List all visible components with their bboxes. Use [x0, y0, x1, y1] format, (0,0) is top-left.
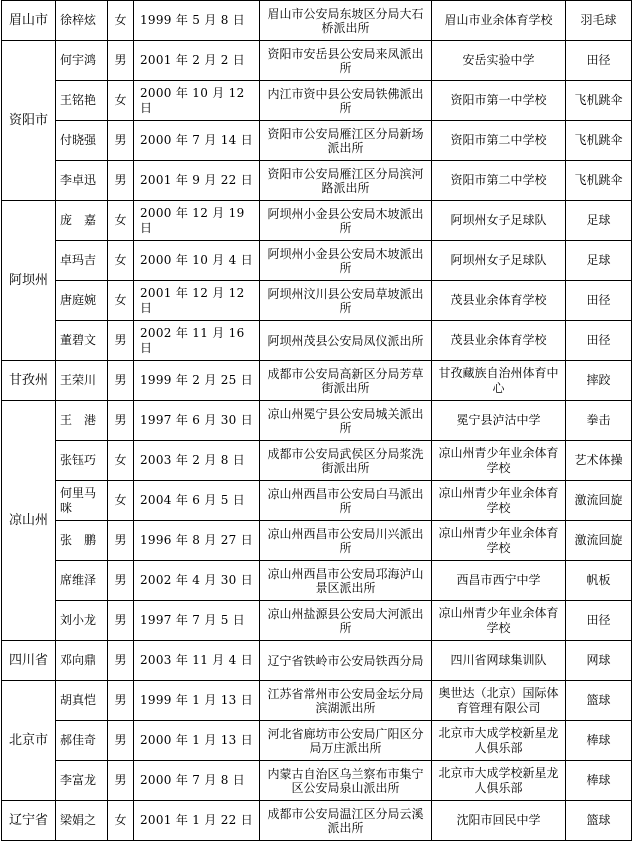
- region-cell: 甘孜州: [2, 361, 56, 401]
- name-cell: 付晓强: [56, 121, 108, 161]
- birth-date-cell: 2000 年 10 月 12 日: [134, 81, 260, 121]
- sport-cell: 飞机跳伞: [566, 121, 632, 161]
- sport-cell: 棒球: [566, 761, 632, 801]
- birth-date-cell: 2000 年 1 月 13 日: [134, 721, 260, 761]
- sport-cell: 飞机跳伞: [566, 81, 632, 121]
- athlete-table: [1, 0, 632, 841]
- gender-cell: 男: [108, 721, 134, 761]
- police-station-cell: 眉山市公安局东坡区分局大石桥派出所: [260, 1, 432, 41]
- police-station-cell: 成都市公安局温江区分局云溪派出所: [260, 801, 432, 841]
- police-station-cell: 阿坝州小金县公安局木坡派出所: [260, 201, 432, 241]
- police-station-cell: 河北省廊坊市公安局广阳区分局万庄派出所: [260, 721, 432, 761]
- school-cell: 凉山州青少年业余体育学校: [432, 601, 566, 641]
- police-station-cell: 资阳市安岳县公安局来凤派出所: [260, 41, 432, 81]
- gender-cell: 女: [108, 81, 134, 121]
- sport-cell: 激流回旋: [566, 521, 632, 561]
- name-cell: 郝佳奇: [56, 721, 108, 761]
- sport-cell: 激流回旋: [566, 481, 632, 521]
- police-station-cell: 阿坝州汶川县公安局草坡派出所: [260, 281, 432, 321]
- police-station-cell: 凉山州西昌市公安局白马派出所: [260, 481, 432, 521]
- school-cell: 资阳市第二中学校: [432, 121, 566, 161]
- table-row: [2, 481, 632, 521]
- birth-date-cell: 1999 年 2 月 25 日: [134, 361, 260, 401]
- region-cell: 北京市: [2, 681, 56, 801]
- table-row: [2, 401, 632, 441]
- birth-date-cell: 2002 年 11 月 16 日: [134, 321, 260, 361]
- gender-cell: 女: [108, 441, 134, 481]
- police-station-cell: 阿坝州小金县公安局木坡派出所: [260, 241, 432, 281]
- school-cell: 凉山州青少年业余体育学校: [432, 441, 566, 481]
- school-cell: 眉山市业余体育学校: [432, 1, 566, 41]
- school-cell: 西昌市西宁中学: [432, 561, 566, 601]
- sport-cell: 田径: [566, 601, 632, 641]
- table-row: [2, 521, 632, 561]
- gender-cell: 男: [108, 761, 134, 801]
- gender-cell: 男: [108, 641, 134, 681]
- name-cell: 王 港: [56, 401, 108, 441]
- birth-date-cell: 2000 年 10 月 4 日: [134, 241, 260, 281]
- sport-cell: 足球: [566, 241, 632, 281]
- gender-cell: 女: [108, 1, 134, 41]
- name-cell: 李卓迅: [56, 161, 108, 201]
- region-cell: 凉山州: [2, 401, 56, 641]
- name-cell: 徐梓炫: [56, 1, 108, 41]
- table-row: [2, 561, 632, 601]
- birth-date-cell: 2001 年 12 月 12 日: [134, 281, 260, 321]
- police-station-cell: 成都市公安局高新区分局芳草街派出所: [260, 361, 432, 401]
- gender-cell: 男: [108, 681, 134, 721]
- table-row: [2, 641, 632, 681]
- birth-date-cell: 1999 年 5 月 8 日: [134, 1, 260, 41]
- school-cell: 安岳实验中学: [432, 41, 566, 81]
- police-station-cell: 凉山州西昌市公安局川兴派出所: [260, 521, 432, 561]
- police-station-cell: 凉山州盐源县公安局大河派出所: [260, 601, 432, 641]
- school-cell: 资阳市第一中学校: [432, 81, 566, 121]
- name-cell: 席维泽: [56, 561, 108, 601]
- police-station-cell: 资阳市公安局雁江区分局滨河路派出所: [260, 161, 432, 201]
- region-cell: 资阳市: [2, 41, 56, 201]
- birth-date-cell: 2001 年 2 月 2 日: [134, 41, 260, 81]
- gender-cell: 女: [108, 241, 134, 281]
- birth-date-cell: 2004 年 6 月 5 日: [134, 481, 260, 521]
- gender-cell: 男: [108, 41, 134, 81]
- table-row: [2, 1, 632, 41]
- gender-cell: 男: [108, 361, 134, 401]
- sport-cell: 田径: [566, 281, 632, 321]
- table-row: [2, 761, 632, 801]
- sport-cell: 棒球: [566, 721, 632, 761]
- sport-cell: 网球: [566, 641, 632, 681]
- school-cell: 甘孜藏族自治州体育中心: [432, 361, 566, 401]
- birth-date-cell: 1999 年 1 月 13 日: [134, 681, 260, 721]
- table-row: [2, 121, 632, 161]
- table-row: [2, 441, 632, 481]
- table-row: [2, 321, 632, 361]
- table-row: [2, 681, 632, 721]
- police-station-cell: 阿坝州茂县公安局凤仪派出所: [260, 321, 432, 361]
- sport-cell: 篮球: [566, 801, 632, 841]
- table-row: [2, 201, 632, 241]
- gender-cell: 男: [108, 561, 134, 601]
- name-cell: 董碧文: [56, 321, 108, 361]
- birth-date-cell: 2002 年 4 月 30 日: [134, 561, 260, 601]
- name-cell: 何里马咪: [56, 481, 108, 521]
- birth-date-cell: 2000 年 12 月 19 日: [134, 201, 260, 241]
- gender-cell: 男: [108, 161, 134, 201]
- sport-cell: 羽毛球: [566, 1, 632, 41]
- name-cell: 邓向鼎: [56, 641, 108, 681]
- school-cell: 沈阳市回民中学: [432, 801, 566, 841]
- birth-date-cell: 2003 年 11 月 4 日: [134, 641, 260, 681]
- police-station-cell: 辽宁省铁岭市公安局铁西分局: [260, 641, 432, 681]
- gender-cell: 女: [108, 481, 134, 521]
- table-row: [2, 801, 632, 841]
- police-station-cell: 资阳市公安局雁江区分局新场派出所: [260, 121, 432, 161]
- birth-date-cell: 2000 年 7 月 14 日: [134, 121, 260, 161]
- police-station-cell: 内蒙古自治区乌兰察布市集宁区公安局泉山派出所: [260, 761, 432, 801]
- sport-cell: 田径: [566, 41, 632, 81]
- school-cell: 茂县业余体育学校: [432, 281, 566, 321]
- region-cell: 辽宁省: [2, 801, 56, 841]
- school-cell: 阿坝州女子足球队: [432, 201, 566, 241]
- police-station-cell: 成都市公安局武侯区分局浆洗街派出所: [260, 441, 432, 481]
- table-row: [2, 241, 632, 281]
- police-station-cell: 江苏省常州市公安局金坛分局滨湖派出所: [260, 681, 432, 721]
- sport-cell: 足球: [566, 201, 632, 241]
- gender-cell: 男: [108, 601, 134, 641]
- gender-cell: 男: [108, 521, 134, 561]
- name-cell: 张钰巧: [56, 441, 108, 481]
- region-cell: 阿坝州: [2, 201, 56, 361]
- region-cell: 四川省: [2, 641, 56, 681]
- birth-date-cell: 2001 年 1 月 22 日: [134, 801, 260, 841]
- name-cell: 唐庭婉: [56, 281, 108, 321]
- gender-cell: 男: [108, 121, 134, 161]
- police-station-cell: 内江市资中县公安局铁佛派出所: [260, 81, 432, 121]
- gender-cell: 男: [108, 321, 134, 361]
- name-cell: 王荣川: [56, 361, 108, 401]
- school-cell: 凉山州青少年业余体育学校: [432, 481, 566, 521]
- birth-date-cell: 1997 年 6 月 30 日: [134, 401, 260, 441]
- name-cell: 何宇鸿: [56, 41, 108, 81]
- birth-date-cell: 2001 年 9 月 22 日: [134, 161, 260, 201]
- table-row: [2, 41, 632, 81]
- birth-date-cell: 2003 年 2 月 8 日: [134, 441, 260, 481]
- school-cell: 冕宁县泸沽中学: [432, 401, 566, 441]
- school-cell: 资阳市第二中学校: [432, 161, 566, 201]
- school-cell: 茂县业余体育学校: [432, 321, 566, 361]
- gender-cell: 女: [108, 201, 134, 241]
- name-cell: 胡真恺: [56, 681, 108, 721]
- sport-cell: 飞机跳伞: [566, 161, 632, 201]
- school-cell: 四川省网球集训队: [432, 641, 566, 681]
- name-cell: 刘小龙: [56, 601, 108, 641]
- sport-cell: 篮球: [566, 681, 632, 721]
- region-cell: 眉山市: [2, 1, 56, 41]
- name-cell: 庞 嘉: [56, 201, 108, 241]
- birth-date-cell: 1997 年 7 月 5 日: [134, 601, 260, 641]
- table-row: [2, 601, 632, 641]
- name-cell: 卓玛吉: [56, 241, 108, 281]
- school-cell: 凉山州青少年业余体育学校: [432, 521, 566, 561]
- sport-cell: 摔跤: [566, 361, 632, 401]
- name-cell: 梁娟之: [56, 801, 108, 841]
- school-cell: 奥世达（北京）国际体育管理有限公司: [432, 681, 566, 721]
- school-cell: 北京市大成学校新星龙人俱乐部: [432, 761, 566, 801]
- gender-cell: 女: [108, 801, 134, 841]
- name-cell: 李富龙: [56, 761, 108, 801]
- table-row: [2, 721, 632, 761]
- gender-cell: 男: [108, 401, 134, 441]
- table-row: [2, 361, 632, 401]
- sport-cell: 帆板: [566, 561, 632, 601]
- birth-date-cell: 1996 年 8 月 27 日: [134, 521, 260, 561]
- table-row: [2, 161, 632, 201]
- school-cell: 北京市大成学校新星龙人俱乐部: [432, 721, 566, 761]
- sport-cell: 艺术体操: [566, 441, 632, 481]
- birth-date-cell: 2000 年 7 月 8 日: [134, 761, 260, 801]
- table-row: [2, 81, 632, 121]
- police-station-cell: 凉山州西昌市公安局邛海泸山景区派出所: [260, 561, 432, 601]
- police-station-cell: 凉山州冕宁县公安局城关派出所: [260, 401, 432, 441]
- sport-cell: 田径: [566, 321, 632, 361]
- name-cell: 张 鹏: [56, 521, 108, 561]
- gender-cell: 女: [108, 281, 134, 321]
- sport-cell: 拳击: [566, 401, 632, 441]
- name-cell: 王铭艳: [56, 81, 108, 121]
- table-row: [2, 281, 632, 321]
- school-cell: 阿坝州女子足球队: [432, 241, 566, 281]
